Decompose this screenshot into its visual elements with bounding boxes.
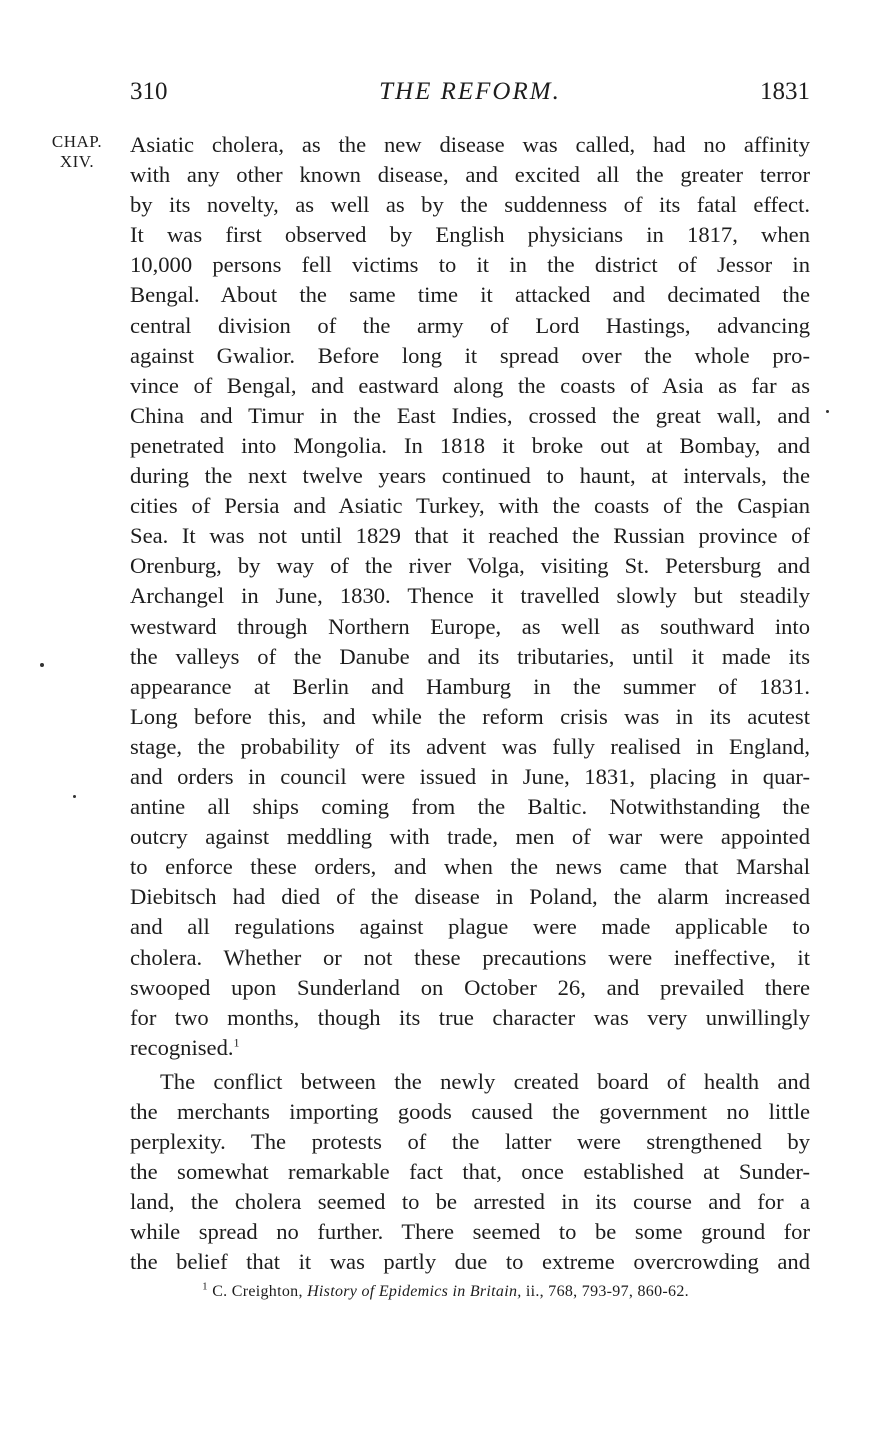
text-line: Orenburg, by way of the river Volga, visiting St. Petersburg and bbox=[130, 553, 810, 579]
text-line: and all regulations against plague were made applicable to bbox=[130, 914, 810, 940]
text-line: perplexity. The protests of the latter were strengthened by bbox=[130, 1129, 810, 1155]
footnote-author: C. Creighton, bbox=[212, 1283, 303, 1300]
text-line: Asiatic cholera, as the new disease was called, had no affinity bbox=[130, 132, 810, 157]
text-line: Diebitsch had died of the disease in Poland, the alarm increased bbox=[130, 884, 810, 910]
text-line: the valleys of the Danube and its tributaries, until it made its bbox=[130, 643, 810, 669]
paragraph-1-last-line bbox=[130, 1033, 810, 1063]
body-text bbox=[130, 130, 810, 1278]
text-line: vince of Bengal, and eastward along the coasts of Asia as far as bbox=[130, 372, 810, 398]
text-line: outcry against meddling with trade, men of war were appointed bbox=[130, 824, 810, 850]
text-line: westward through Northern Europe, as well as southward into bbox=[130, 613, 810, 639]
text-line: It was first observed by English physicians in 1817, when bbox=[130, 222, 810, 248]
footnote-pages: ii., 768, 793-97, 860-62. bbox=[525, 1283, 689, 1300]
chapter-label bbox=[44, 132, 110, 172]
text-line: while spread no further. There seemed to be some ground for bbox=[130, 1219, 810, 1245]
text-line: by its novelty, as well as by the suddenness of its fatal effect. bbox=[130, 192, 810, 218]
stray-ink-mark bbox=[40, 663, 44, 667]
last-line-text: recognised. bbox=[130, 1034, 234, 1060]
text-line: China and Timur in the East Indies, crossed the great wall, and bbox=[130, 402, 810, 428]
footnote-reference[interactable]: 1 bbox=[233, 1035, 240, 1050]
chapter-number: XIV. bbox=[59, 152, 95, 171]
text-line: Long before this, and while the reform crisis was in its acutest bbox=[130, 703, 810, 729]
page-number: 310 bbox=[130, 78, 168, 105]
running-title: THE REFORM. bbox=[379, 78, 561, 105]
paragraph-2 bbox=[130, 1067, 810, 1278]
text-line: against Gwalior. Before long it spread over the whole pro- bbox=[130, 342, 810, 368]
text-line: central division of the army of Lord Hastings, advancing bbox=[130, 312, 810, 338]
text-line: appearance at Berlin and Hamburg in the summer of 1831. bbox=[130, 673, 810, 699]
text-line: cities of Persia and Asiatic Turkey, with the coasts of the Caspian bbox=[130, 493, 810, 519]
text-line: and orders in council were issued in June, 1831, placing in quar- bbox=[130, 763, 810, 789]
text-line: land, the cholera seemed to be arrested in its course and for a bbox=[130, 1189, 810, 1215]
text-line: Archangel in June, 1830. Thence it travelled slowly but steadily bbox=[130, 583, 810, 609]
paragraph-1 bbox=[130, 130, 810, 1033]
text-line: penetrated into Mongolia. In 1818 it broke out at Bombay, and bbox=[130, 432, 810, 458]
text-line: antine all ships coming from the Baltic. Notwithstanding the bbox=[130, 794, 810, 820]
text-line: swooped upon Sunderland on October 26, and prevailed there bbox=[130, 974, 810, 1000]
footnote-marker: 1 bbox=[202, 1280, 208, 1293]
text-line: with any other known disease, and excited all the greater terror bbox=[130, 162, 810, 188]
chapter-word: CHAP. bbox=[51, 132, 103, 151]
running-year: 1831 bbox=[760, 78, 810, 105]
running-head bbox=[130, 78, 810, 112]
text-line: for two months, though its true character was very unwillingly bbox=[130, 1004, 810, 1030]
text-line: Bengal. About the same time it attacked and decimated the bbox=[130, 282, 810, 308]
text-line: cholera. Whether or not these precautions were ineffective, it bbox=[130, 944, 810, 970]
text-line: 10,000 persons fell victims to it in the district of Jessor in bbox=[130, 252, 810, 278]
text-line: Sea. It was not until 1829 that it reached the Russian province of bbox=[130, 523, 810, 549]
text-line: the somewhat remarkable fact that, once established at Sunder- bbox=[130, 1159, 810, 1185]
text-line: stage, the probability of its advent was fully realised in England, bbox=[130, 733, 810, 759]
stray-ink-mark bbox=[826, 410, 829, 413]
text-line: the belief that it was partly due to extreme overcrowding and bbox=[130, 1249, 810, 1275]
text-line: during the next twelve years continued to haunt, at intervals, the bbox=[130, 463, 810, 489]
footnote-work-title: History of Epidemics in Britain, bbox=[307, 1283, 522, 1300]
stray-ink-mark bbox=[73, 795, 76, 798]
text-line: to enforce these orders, and when the news came that Marshal bbox=[130, 854, 810, 880]
text-line: the merchants importing goods caused the government no little bbox=[130, 1099, 810, 1124]
footnote bbox=[0, 1280, 891, 1301]
text-line: The conflict between the newly created board of health and bbox=[160, 1068, 810, 1094]
